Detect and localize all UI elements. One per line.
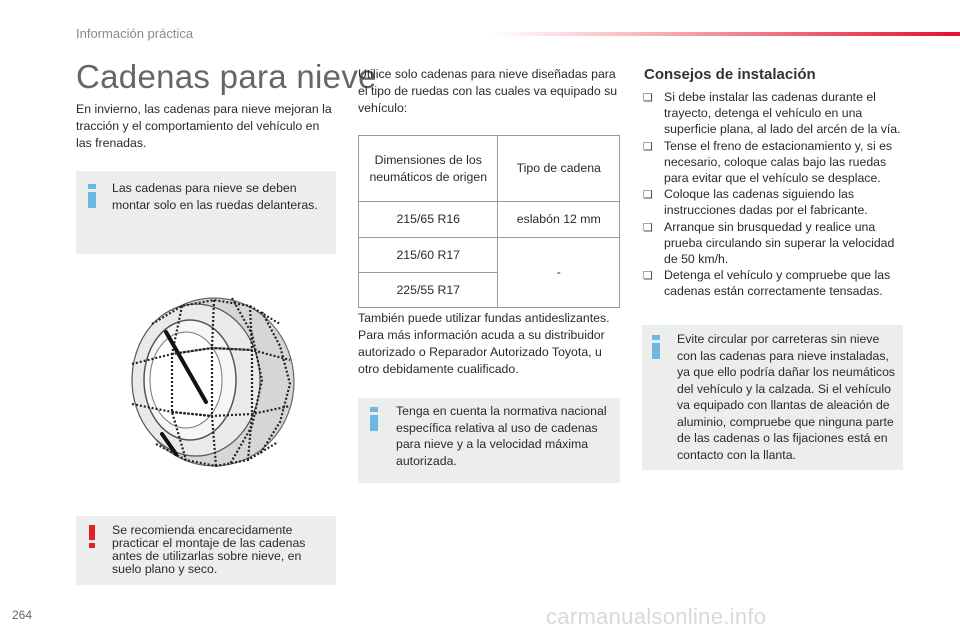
info-icon: [88, 184, 96, 208]
list-item: ❏ Arranque sin brusquedad y realice una prueba circulando sin superar la velocidad de 50 km/h.: [643, 219, 895, 267]
intro-text: En invierno, las cadenas para nieve mejoran la tracción y el comportamiento del vehículo en las frenadas.: [76, 102, 332, 150]
table-cell-tyre: 215/60 R17: [359, 238, 498, 273]
checkbox-bullet-icon: ❏: [643, 221, 653, 234]
tire-chain-illustration: [112, 284, 302, 474]
info-icon: [652, 335, 660, 359]
info-front-text: Las cadenas para nieve se deben montar solo en las ruedas delanteras.: [112, 181, 318, 212]
advice-heading: Consejos de instalación: [644, 66, 816, 83]
warning-practice-text: Se recomienda encarecidamente practicar el montaje de las cadenas antes de utilizarlas sobre nieve, en suelo plano y seco.: [112, 523, 306, 576]
table-cell-tyre: 215/65 R16: [359, 202, 498, 238]
warning-box-practice: [76, 516, 336, 585]
table-header-chain: Tipo de cadena: [498, 136, 620, 202]
table-cell-chain: eslabón 12 mm: [498, 202, 620, 238]
chain-size-table: [358, 135, 620, 308]
header-accent-bar: [490, 32, 960, 36]
tire-with-chains-icon: [112, 284, 302, 474]
page-title: Cadenas para nieve: [76, 58, 377, 95]
checkbox-bullet-icon: ❏: [643, 140, 653, 153]
info-avoid-text: Evite circular por carreteras sin nieve con las cadenas para nieve instaladas, ya que ello podría dañar los neumáticos del vehículo y la calzada. Si el vehículo va equipado con llantas de aleación de aluminio, compruebe que ninguna parte de las cadenas o las fijaciones está en contacto con la llanta.: [677, 332, 896, 462]
table-row: [359, 202, 620, 238]
table-row: [359, 238, 620, 273]
watermark-footer: carmanualsonline.info: [546, 604, 767, 629]
table-cell-chain: -: [498, 238, 620, 308]
checkbox-bullet-icon: ❏: [643, 270, 653, 283]
checkbox-bullet-icon: ❏: [643, 189, 653, 202]
list-item: ❏ Coloque las cadenas siguiendo las instrucciones dadas por el fabricante.: [643, 187, 868, 218]
table-header-row: [359, 136, 620, 202]
list-item: ❏ Si debe instalar las cadenas durante el trayecto, detenga el vehículo en una superficie plana, al lado del arcén de la vía.: [643, 90, 901, 137]
section-title: Información práctica: [76, 26, 194, 41]
info-box-regulation: [358, 398, 620, 483]
advice-list: [642, 89, 906, 300]
info-icon: [370, 407, 378, 431]
page-number: 264: [12, 608, 33, 622]
info-box-avoid: [642, 325, 903, 470]
table-header-tyre: Dimensiones de los neumáticos de origen: [359, 136, 498, 202]
table-cell-tyre: 225/55 R17: [359, 273, 498, 308]
covers-text: También puede utilizar fundas antideslizantes. Para más información acuda a su distribuidor autorizado o Reparador Autorizado Toyota, u otro debidamente cualificado.: [358, 311, 610, 376]
checkbox-bullet-icon: ❏: [643, 92, 653, 104]
warning-icon: [88, 525, 96, 549]
list-item: ❏ Tense el freno de estacionamiento y, si es necesario, coloque calas bajo las ruedas para evitar que el vehículo se desplace.: [643, 138, 893, 186]
info-regulation-text: Tenga en cuenta la normativa nacional específica relativa al uso de cadenas para nieve y a la velocidad máxima autorizada.: [396, 404, 607, 468]
use-chains-text: Utilice solo cadenas para nieve diseñadas para el tipo de ruedas con las cuales va equipado su vehículo:: [358, 67, 618, 115]
list-item: ❏ Detenga el vehículo y compruebe que las cadenas están correctamente tensadas.: [643, 268, 891, 299]
info-box-front-wheels: [76, 171, 336, 254]
